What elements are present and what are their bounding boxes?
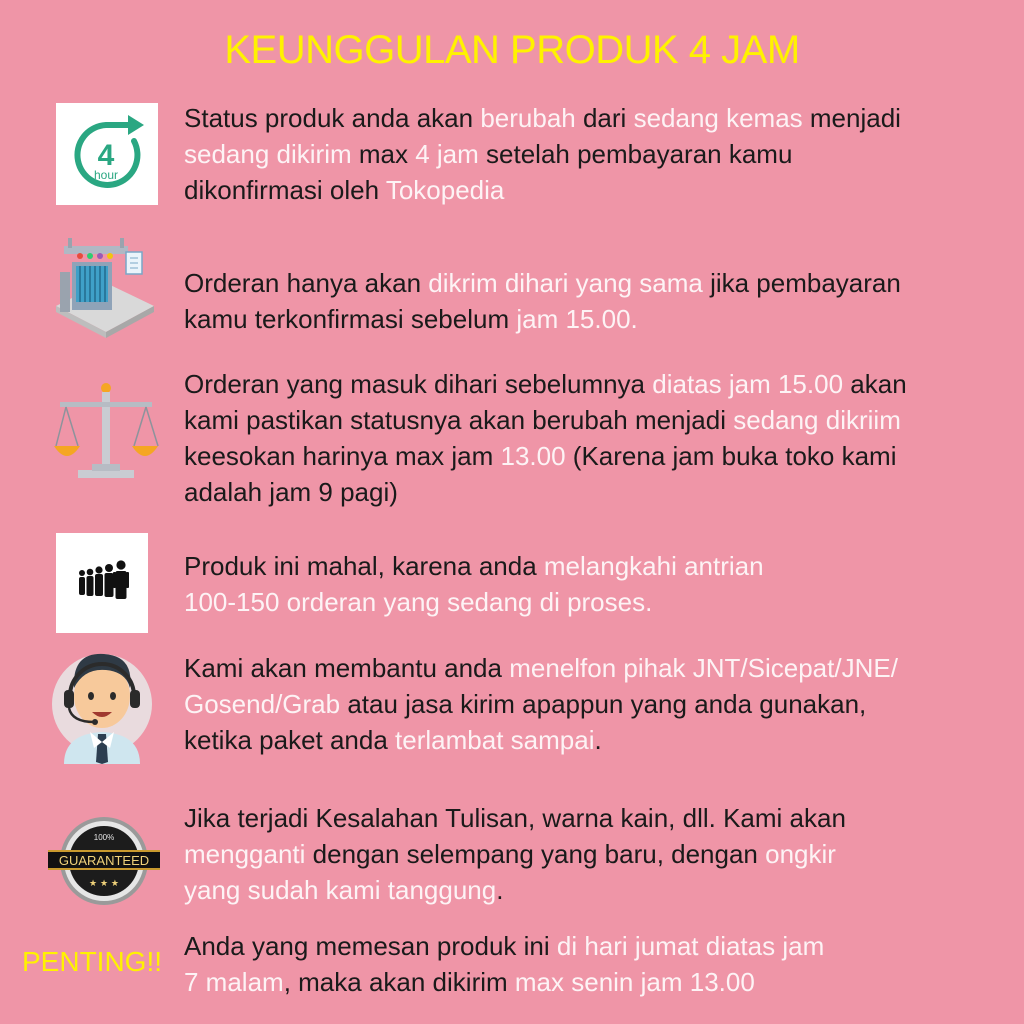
highlight-text: mengganti — [184, 839, 306, 869]
text-line — [184, 928, 1004, 964]
highlight-text: yang sudah kami tanggung — [184, 875, 497, 905]
clock-unit: hour — [93, 168, 119, 182]
item-text-6 — [184, 800, 1004, 908]
highlight-text: terlambat sampai — [395, 725, 595, 755]
text-line — [184, 650, 1004, 686]
text-line — [184, 301, 1004, 337]
badge-stars: ★ ★ ★ — [89, 879, 119, 889]
item-text-2 — [184, 265, 1004, 337]
guaranteed-badge-icon — [48, 814, 160, 908]
item-text-3 — [184, 366, 1004, 510]
queue-people-icon — [56, 533, 148, 633]
text-line — [184, 402, 1004, 438]
plain-text: ketika paket anda — [184, 725, 396, 755]
badge-label: GUARANTEED — [58, 853, 150, 868]
highlight-text: ongkir — [765, 839, 836, 869]
plain-text: menjadi — [802, 103, 901, 133]
text-line — [184, 872, 1004, 908]
text-line — [184, 438, 1004, 474]
factory-machine-icon — [50, 232, 156, 342]
highlight-text: max senin jam 13.00 — [514, 967, 755, 997]
highlight-text: berubah — [480, 103, 576, 133]
plain-text: atau jasa kirim apappun yang anda gunakan, — [340, 689, 867, 719]
page-title: KEUNGGULAN PRODUK 4 JAM — [224, 28, 800, 72]
highlight-text: jam 15.00. — [516, 304, 638, 334]
text-line — [184, 172, 1004, 208]
badge-percent: 100% — [93, 833, 115, 842]
plain-text: akan — [843, 369, 907, 399]
plain-text: Anda yang memesan produk ini — [184, 931, 557, 961]
plain-text: dari — [575, 103, 634, 133]
item-text-1 — [184, 100, 1004, 208]
text-line — [184, 265, 1004, 301]
plain-text: , maka akan dikirim — [283, 967, 515, 997]
highlight-text: Tokopedia — [385, 175, 505, 205]
highlight-text: 13.00 — [500, 441, 566, 471]
plain-text: Produk ini mahal, karena anda — [184, 551, 544, 581]
plain-text: Kami akan membantu anda — [184, 653, 510, 683]
plain-text: max — [351, 139, 416, 169]
text-line — [184, 584, 1004, 620]
penting-label: PENTING!! — [22, 946, 163, 977]
clock-number: 4 — [97, 139, 115, 172]
highlight-text: melangkahi antrian — [543, 551, 764, 581]
highlight-text: sedang kemas — [633, 103, 803, 133]
text-line — [184, 366, 1004, 402]
plain-text: Orderan yang masuk dihari sebelumnya — [184, 369, 653, 399]
highlight-text: sedang dikirim — [184, 139, 352, 169]
plain-text: . — [594, 725, 602, 755]
clock-4-hour-icon — [56, 103, 158, 205]
highlight-text: menelfon pihak JNT/Sicepat/JNE/ — [509, 653, 898, 683]
plain-text: (Karena jam buka toko kami — [565, 441, 897, 471]
item-text-4 — [184, 548, 1004, 620]
text-line — [184, 686, 1004, 722]
plain-text: Orderan hanya akan — [184, 268, 429, 298]
plain-text: Jika terjadi Kesalahan Tulisan, warna kain, dll. Kami akan — [184, 803, 846, 833]
plain-text: kami pastikan statusnya akan berubah menjadi — [184, 405, 734, 435]
text-line — [184, 722, 1004, 758]
text-line — [184, 836, 1004, 872]
text-line — [184, 548, 1004, 584]
text-line — [184, 800, 1004, 836]
plain-text: jika pembayaran — [702, 268, 901, 298]
plain-text: keesokan harinya max jam — [184, 441, 501, 471]
plain-text: dikonfirmasi oleh — [184, 175, 386, 205]
highlight-text: Gosend/Grab — [184, 689, 341, 719]
item-text-5 — [184, 650, 1004, 758]
highlight-text: diatas jam 15.00 — [652, 369, 844, 399]
penting-text — [184, 928, 1004, 1000]
plain-text: dengan selempang yang baru, dengan — [305, 839, 766, 869]
balance-scale-icon — [52, 378, 160, 486]
text-line — [184, 964, 1004, 1000]
text-line — [184, 136, 1004, 172]
text-line — [184, 100, 1004, 136]
plain-text: adalah jam 9 pagi) — [184, 477, 398, 507]
plain-text: setelah pembayaran kamu — [478, 139, 793, 169]
highlight-text: 100-150 orderan yang sedang di proses. — [184, 587, 653, 617]
highlight-text: di hari jumat diatas jam — [556, 931, 825, 961]
highlight-text: 7 malam — [184, 967, 284, 997]
text-line — [184, 474, 1004, 510]
highlight-text: sedang dikriim — [733, 405, 901, 435]
highlight-text: 4 jam — [415, 139, 479, 169]
customer-service-icon — [50, 642, 156, 764]
highlight-text: dikrim dihari yang sama — [428, 268, 703, 298]
plain-text: Status produk anda akan — [184, 103, 481, 133]
plain-text: . — [496, 875, 504, 905]
plain-text: kamu terkonfirmasi sebelum — [184, 304, 517, 334]
